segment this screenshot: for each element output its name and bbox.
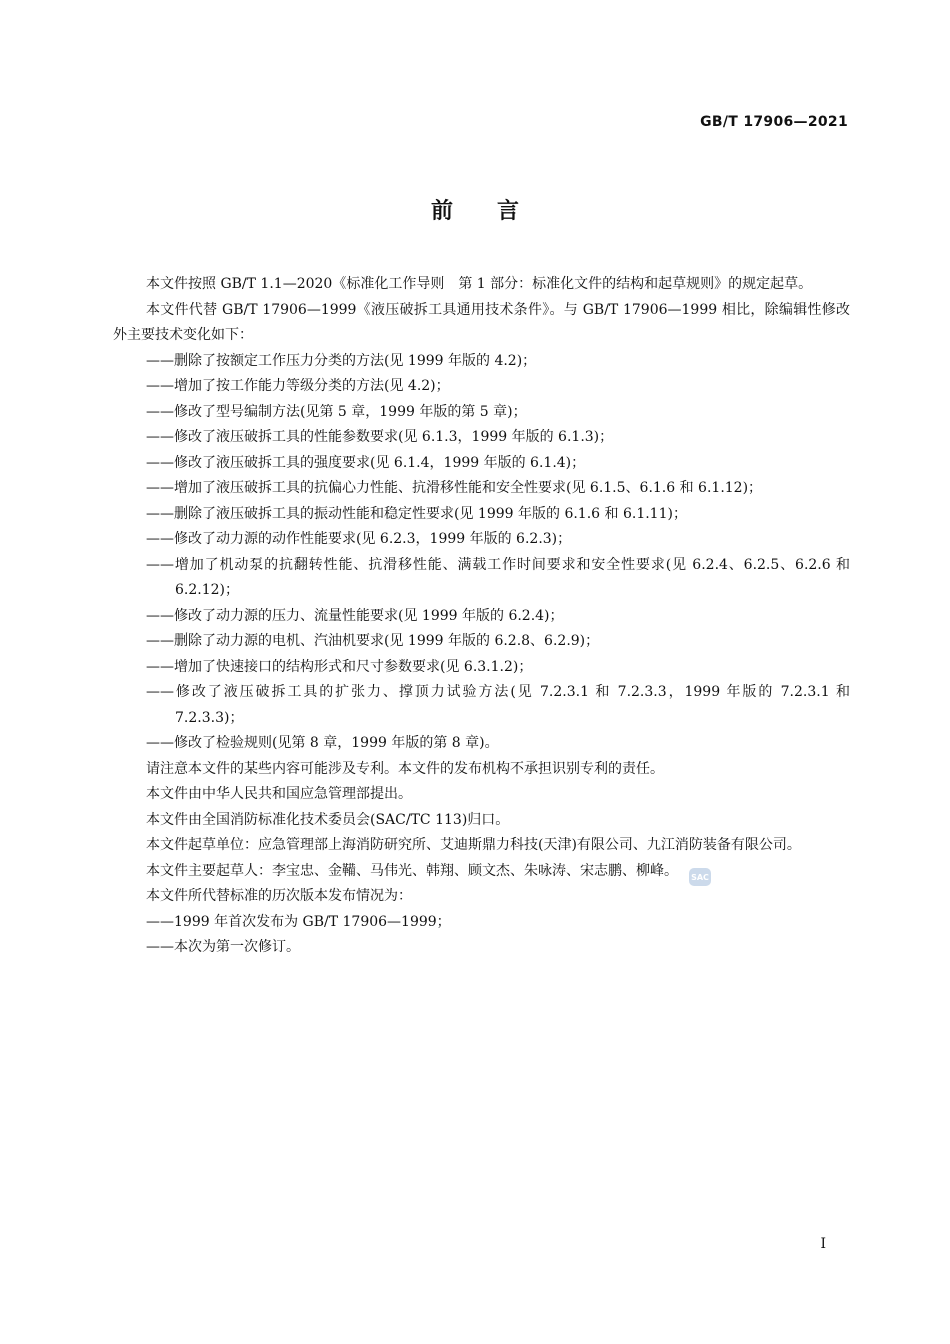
- list-item: ——修改了检验规则(见第 8 章，1999 年版的第 8 章)。: [146, 735, 499, 751]
- page-title: 前言: [430, 199, 563, 224]
- list-item: ——增加了液压破拆工具的抗偏心力性能、抗滑移性能和安全性要求(见 6.1.5、6.1.6 和 6.1.12)；: [146, 480, 763, 496]
- paragraph-patent-notice: 请注意本文件的某些内容可能涉及专利。本文件的发布机构不承担识别专利的责任。: [146, 760, 664, 777]
- sac-logo-icon: [688, 866, 712, 888]
- standard-code: GB/T 17906—2021: [700, 114, 848, 130]
- list-item: ——增加了快速接口的结构形式和尺寸参数要求(见 6.3.1.2)；: [146, 658, 533, 675]
- list-item: ——修改了液压破拆工具的性能参数要求(见 6.1.3，1999 年版的 6.1.3)；: [146, 429, 614, 445]
- paragraph-committee: 本文件由全国消防标准化技术委员会(SAC/TC 113)归口。: [146, 811, 510, 828]
- list-item: ——修改了液压破拆工具的强度要求(见 6.1.4，1999 年版的 6.1.4)；: [146, 454, 586, 471]
- page-number: I: [820, 1236, 826, 1252]
- list-item: ——删除了动力源的电机、汽油机要求(见 1999 年版的 6.2.8、6.2.9)；: [146, 633, 600, 649]
- preface-body: [113, 272, 850, 961]
- paragraph-drafting-rules: 本文件按照 GB/T 1.1—2020《标准化工作导则 第 1 部分：标准化文件的结构和起草规则》的规定起草。: [146, 276, 813, 292]
- paragraph-drafting-units: 本文件起草单位：应急管理部上海消防研究所、艾迪斯鼎力科技(天津)有限公司、九江消防装备有限公司。: [146, 837, 801, 853]
- list-item: ——1999 年首次发布为 GB/T 17906—1999；: [146, 913, 451, 930]
- sac-watermark-icon: [688, 866, 712, 888]
- paragraph-proposer: 本文件由中华人民共和国应急管理部提出。: [146, 786, 412, 802]
- list-item: ——本次为第一次修订。: [146, 939, 300, 955]
- paragraph-replaces: 本文件代替 GB/T 17906—1999《液压破拆工具通用技术条件》。与 GB/T 17906—1999 相比，除编辑性修改外主要技术变化如下：: [113, 301, 850, 343]
- list-item: ——修改了动力源的压力、流量性能要求(见 1999 年版的 6.2.4)；: [146, 607, 564, 624]
- list-item: ——修改了液压破拆工具的扩张力、撑顶力试验方法(见 7.2.3.1 和 7.2.3.3，1999 年版的 7.2.3.1 和 7.2.3.3)；: [146, 684, 850, 726]
- list-item: ——增加了按工作能力等级分类的方法(见 4.2)；: [146, 378, 450, 394]
- paragraph-history-intro: 本文件所代替标准的历次版本发布情况为：: [146, 888, 412, 904]
- list-item: ——增加了机动泵的抗翻转性能、抗滑移性能、满载工作时间要求和安全性要求(见 6.2.4、6.2.5、6.2.6 和 6.2.12)；: [146, 556, 850, 598]
- list-item: ——删除了液压破拆工具的振动性能和稳定性要求(见 1999 年版的 6.1.6 和 6.1.11)；: [146, 505, 687, 522]
- watermark-text: SAC: [691, 873, 709, 882]
- paragraph-drafters: 本文件主要起草人：李宝忠、金鞴、马伟光、韩翔、顾文杰、朱咏涛、宋志鹏、柳峰。: [146, 862, 678, 879]
- list-item: ——修改了型号编制方法(见第 5 章，1999 年版的第 5 章)；: [146, 403, 527, 420]
- list-item: ——修改了动力源的动作性能要求(见 6.2.3，1999 年版的 6.2.3)；: [146, 531, 572, 547]
- list-item: ——删除了按额定工作压力分类的方法(见 1999 年版的 4.2)；: [146, 352, 537, 369]
